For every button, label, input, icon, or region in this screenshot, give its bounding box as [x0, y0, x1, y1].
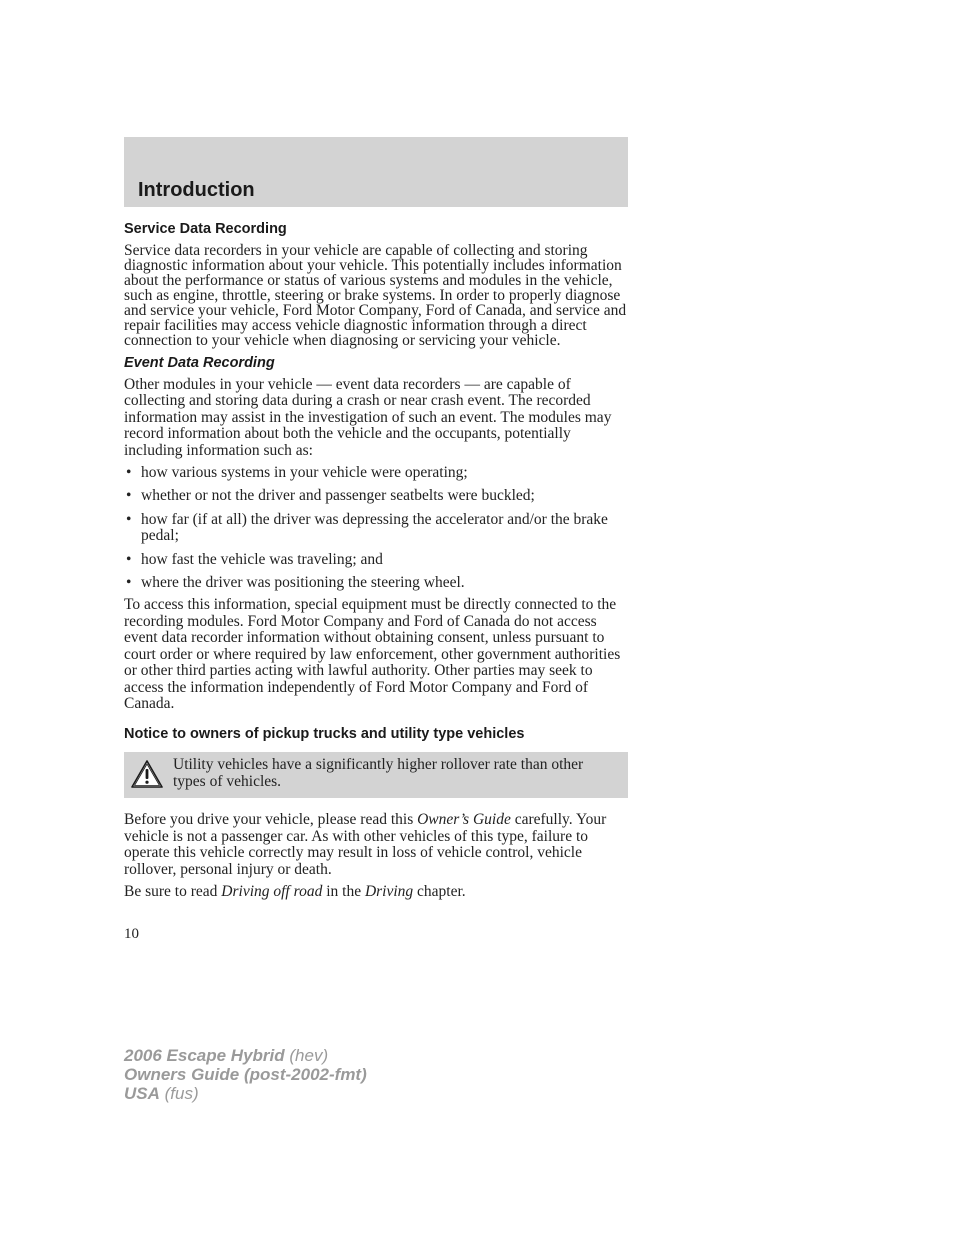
bullet-icon: • — [126, 550, 132, 568]
notice-text-part: Before you drive your vehicle, please read this — [124, 811, 418, 829]
footer-model-code: (hev) — [284, 1046, 329, 1065]
list-item-text: where the driver was positioning the steering wheel. — [141, 574, 465, 592]
list-item-text: how various systems in your vehicle were operating; — [141, 464, 468, 482]
owners-guide-reference: Owner’s Guide — [417, 811, 511, 829]
event-data-heading: Event Data Recording — [124, 355, 275, 371]
bullet-icon: • — [126, 464, 132, 482]
page-number: 10 — [124, 926, 139, 942]
notice-heading: Notice to owners of pickup trucks and utility type vehicles — [124, 726, 525, 743]
reference-text-part: in the — [322, 882, 365, 900]
footer-market-code: (fus) — [159, 1084, 199, 1103]
page-content — [124, 220, 628, 900]
list-item — [124, 512, 628, 545]
document-footer — [124, 1046, 367, 1103]
reference-text-part: chapter. — [413, 882, 466, 900]
bullet-icon: • — [126, 510, 132, 528]
service-data-paragraph: Service data recorders in your vehicle are capable of collecting and storing diagnostic information about your vehicle. This potentially includes information about the performance or status of various systems and modules in the vehicle, such as engine, throttle, steering or brake systems. In order to properly diagnose and service your vehicle, Ford Motor Company, Ford of Canada, and service and repair facilities may access vehicle diagnostic information through a direct connection to your vehicle when diagnosing or servicing your vehicle. — [124, 242, 627, 349]
list-item — [124, 488, 628, 504]
list-item — [124, 575, 628, 591]
warning-triangle-icon — [130, 759, 164, 789]
warning-text: Utility vehicles have a significantly higher rollover rate than other types of vehicles. — [173, 756, 584, 790]
list-item-text: how far (if at all) the driver was depressing the accelerator and/or the brake pedal; — [141, 510, 608, 545]
notice-text-part: carefully. Your vehicle is not a passenger car. As with other vehicles of this type, failure to operate this vehicle correctly may result in loss of vehicle control, vehicle rollover, personal injury or death. — [124, 811, 607, 878]
service-data-heading: Service Data Recording — [124, 221, 287, 237]
footer-line-market — [124, 1084, 367, 1103]
event-data-bullet-list — [124, 465, 628, 591]
chapter-header-band — [124, 137, 628, 207]
event-data-paragraph: Other modules in your vehicle — event data recorders — are capable of collecting and storing data during a crash or near crash event. The recorded information may assist in the investigation of such an event. The modules may record information about both the vehicle and the occupants, potentially including information such as: — [124, 376, 612, 459]
list-item-text: whether or not the driver and passenger seatbelts were buckled; — [141, 487, 535, 505]
list-item — [124, 465, 628, 481]
footer-line-model — [124, 1046, 367, 1065]
event-data-access-paragraph: To access this information, special equipment must be directly connected to the recording modules. Ford Motor Company and Ford of Canada do not access event data recorder information without obtaining consent, unless pursuant to court order or where required by law enforcement, other government authorities or other third parties acting with lawful authority. Other parties may seek to access the information independently of Ford Motor Company and Ford of Canada. — [124, 596, 621, 712]
driving-reference-paragraph — [124, 884, 628, 900]
driving-off-road-reference: Driving off road — [221, 882, 323, 900]
chapter-title: Introduction — [138, 179, 255, 201]
footer-line-guide — [124, 1065, 367, 1084]
footer-model: 2006 Escape Hybrid — [124, 1046, 285, 1065]
footer-guide: Owners Guide (post-2002-fmt) — [124, 1065, 367, 1084]
notice-paragraph — [124, 812, 628, 878]
footer-market: USA — [124, 1084, 160, 1103]
reference-text-part: Be sure to read — [124, 882, 222, 900]
list-item — [124, 552, 628, 568]
list-item-text: how fast the vehicle was traveling; and — [141, 550, 383, 568]
bullet-icon: • — [126, 574, 132, 592]
driving-chapter-reference: Driving — [364, 882, 414, 900]
bullet-icon: • — [126, 487, 132, 505]
rollover-warning-box — [124, 752, 628, 798]
